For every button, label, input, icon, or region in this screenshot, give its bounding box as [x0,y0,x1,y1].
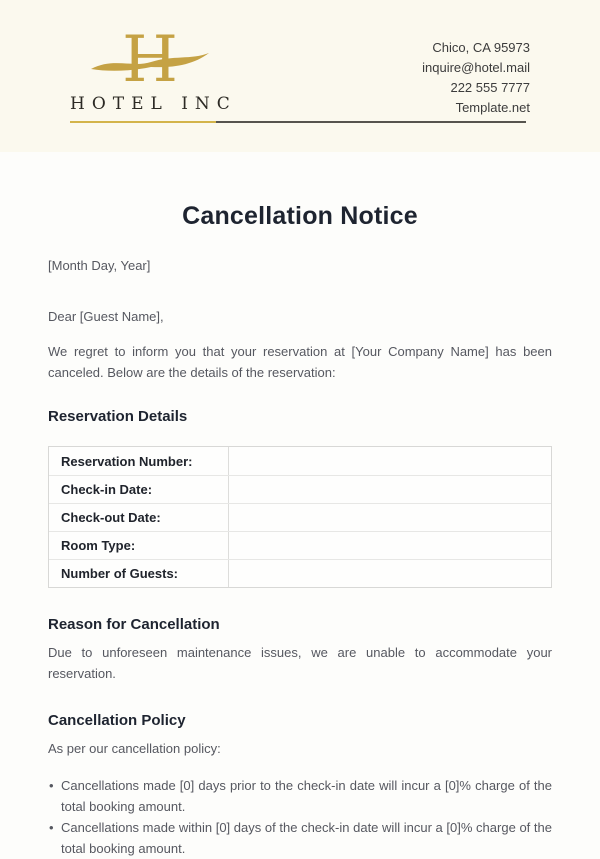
row-value [229,476,551,503]
divider-dark-segment [216,121,526,123]
row-value [229,532,551,559]
bullet-icon: • [49,820,54,835]
divider-gold-segment [70,121,216,123]
list-item [48,775,552,817]
bullet-text: Cancellations made within [0] days of the check-in date will incur a [0]% charge of the total booking amount. [61,820,552,856]
date-placeholder: [Month Day, Year] [48,258,151,273]
hotel-logo [70,23,237,152]
header-divider [70,121,526,123]
reservation-details-table [48,446,552,588]
table-row [49,531,551,559]
row-value [229,447,551,475]
row-label: Number of Guests: [49,560,229,587]
row-label: Room Type: [49,532,229,559]
table-row [49,503,551,531]
swoosh-icon [89,52,211,74]
bullet-text: Cancellations made [0] days prior to the check-in date will incur a [0]% charge of the total booking amount. [61,778,552,814]
policy-intro: As per our cancellation policy: [48,741,221,756]
reason-text: Due to unforeseen maintenance issues, we are unable to accommodate your reservation. [48,645,552,681]
bullet-icon: • [49,778,54,793]
contact-block [422,26,530,152]
table-row [49,559,551,587]
row-label: Reservation Number: [49,447,229,475]
hotel-monogram [95,23,205,97]
reservation-details-heading: Reservation Details [48,408,188,425]
contact-line: inquire@hotel.mail [422,60,530,75]
table-row [49,447,551,475]
page-title: Cancellation Notice [182,202,418,230]
letter-body [0,202,600,859]
contact-line: Template.net [455,100,530,115]
row-value [229,560,551,587]
policy-bullet-list [48,775,552,859]
intro-paragraph: We regret to inform you that your reservation at [Your Company Name] has been canceled. Below are the details of the reservation: [48,344,552,380]
row-value [229,504,551,531]
table-row [49,475,551,503]
policy-heading: Cancellation Policy [48,712,186,729]
reason-heading: Reason for Cancellation [48,616,220,633]
row-label: Check-out Date: [49,504,229,531]
letterhead [0,0,600,152]
contact-line: 222 555 7777 [450,80,530,95]
contact-line: Chico, CA 95973 [432,40,530,55]
list-item [48,817,552,859]
salutation: Dear [Guest Name], [48,309,164,324]
row-label: Check-in Date: [49,476,229,503]
hotel-name: HOTEL INC [70,94,237,114]
monogram-letter: H [122,23,178,97]
